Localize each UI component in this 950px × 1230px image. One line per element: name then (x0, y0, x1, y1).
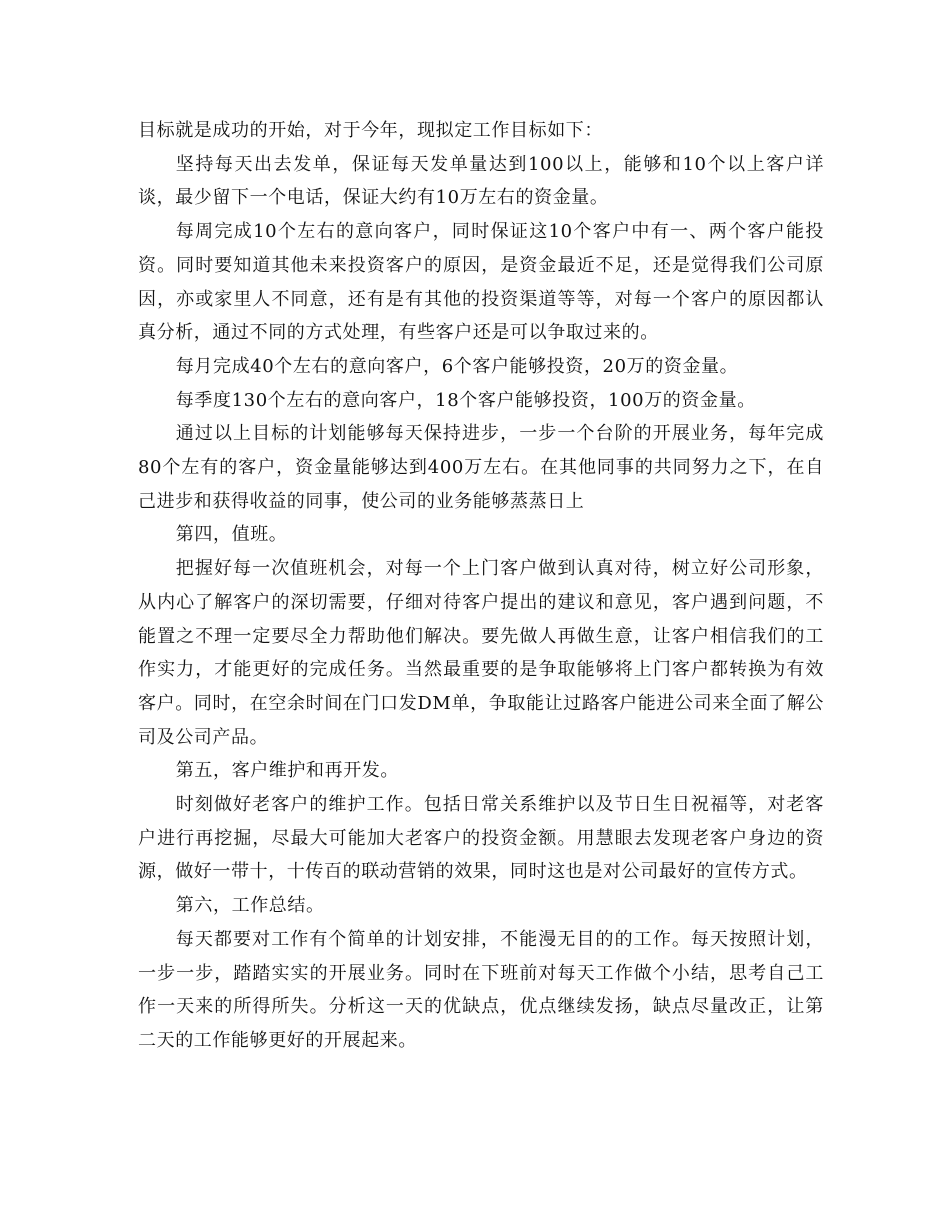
paragraph-quarterly-goal: 每季度130个左右的意向客户，18个客户能够投资，100万的资金量。 (175, 389, 756, 411)
document-body (138, 114, 824, 1058)
paragraph-monthly-goal: 每月完成40个左右的意向客户，6个客户能够投资，20万的资金量。 (175, 355, 739, 377)
paragraph-work-summary: 每天都要对工作有个简单的计划安排，不能漫无目的的工作。每天按照计划，一步一步，踏踏实实的开展业务。同时在下班前对每天工作做个小结，思考自己工作一天来的所得所失。分析这一天的优缺点，优点继续发扬，缺点尽量改正，让第二天的工作能够更好的开展起来。 (138, 928, 824, 1051)
paragraph-daily-goal: 坚持每天出去发单，保证每天发单量达到100以上，能够和10个以上客户详谈，最少留下一个电话，保证大约有10万左右的资金量。 (138, 153, 824, 209)
section-heading-duty: 第四，值班。 (175, 524, 288, 546)
paragraph-intro: 目标就是成功的开始，对于今年，现拟定工作目标如下： (138, 120, 603, 141)
section-heading-work-summary: 第六，工作总结。 (175, 895, 325, 917)
section-heading-client-maintenance: 第五，客户维护和再开发。 (175, 760, 399, 782)
paragraph-client-maintenance: 时刻做好老客户的维护工作。包括日常关系维护以及节日生日祝福等，对老客户进行再挖掘，尽最大可能加大老客户的投资金额。用慧眼去发现老客户身边的资源，做好一带十，十传百的联动营销的效果，同时这也是对公司最好的宣传方式。 (138, 794, 824, 883)
paragraph-duty: 把握好每一次值班机会，对每一个上门客户做到认真对待，树立好公司形象，从内心了解客户的深切需要，仔细对待客户提出的建议和意见，客户遇到问题，不能置之不理一定要尽全力帮助他们解决。要先做人再做生意，让客户相信我们的工作实力，才能更好的完成任务。当然最重要的是争取能够将上门客户都转换为有效客户。同时，在空余时间在门口发DM单，争取能让过路客户能进公司来全面了解公司及公司产品。 (138, 558, 824, 748)
paragraph-annual-goal: 通过以上目标的计划能够每天保持进步，一步一个台阶的开展业务，每年完成80个左有的客户，资金量能够达到400万左右。在其他同事的共同努力之下，在自己进步和获得收益的同事，使公司的业务能够蒸蒸日上 (138, 423, 824, 512)
paragraph-weekly-goal: 每周完成10个左右的意向客户，同时保证这10个客户中有一、两个客户能投资。同时要知道其他未来投资客户的原因，是资金最近不足，还是觉得我们公司原因，亦或家里人不同意，还有是有其他的投资渠道等等，对每一个客户的原因都认真分析，通过不同的方式处理，有些客户还是可以争取过来的。 (138, 221, 824, 344)
